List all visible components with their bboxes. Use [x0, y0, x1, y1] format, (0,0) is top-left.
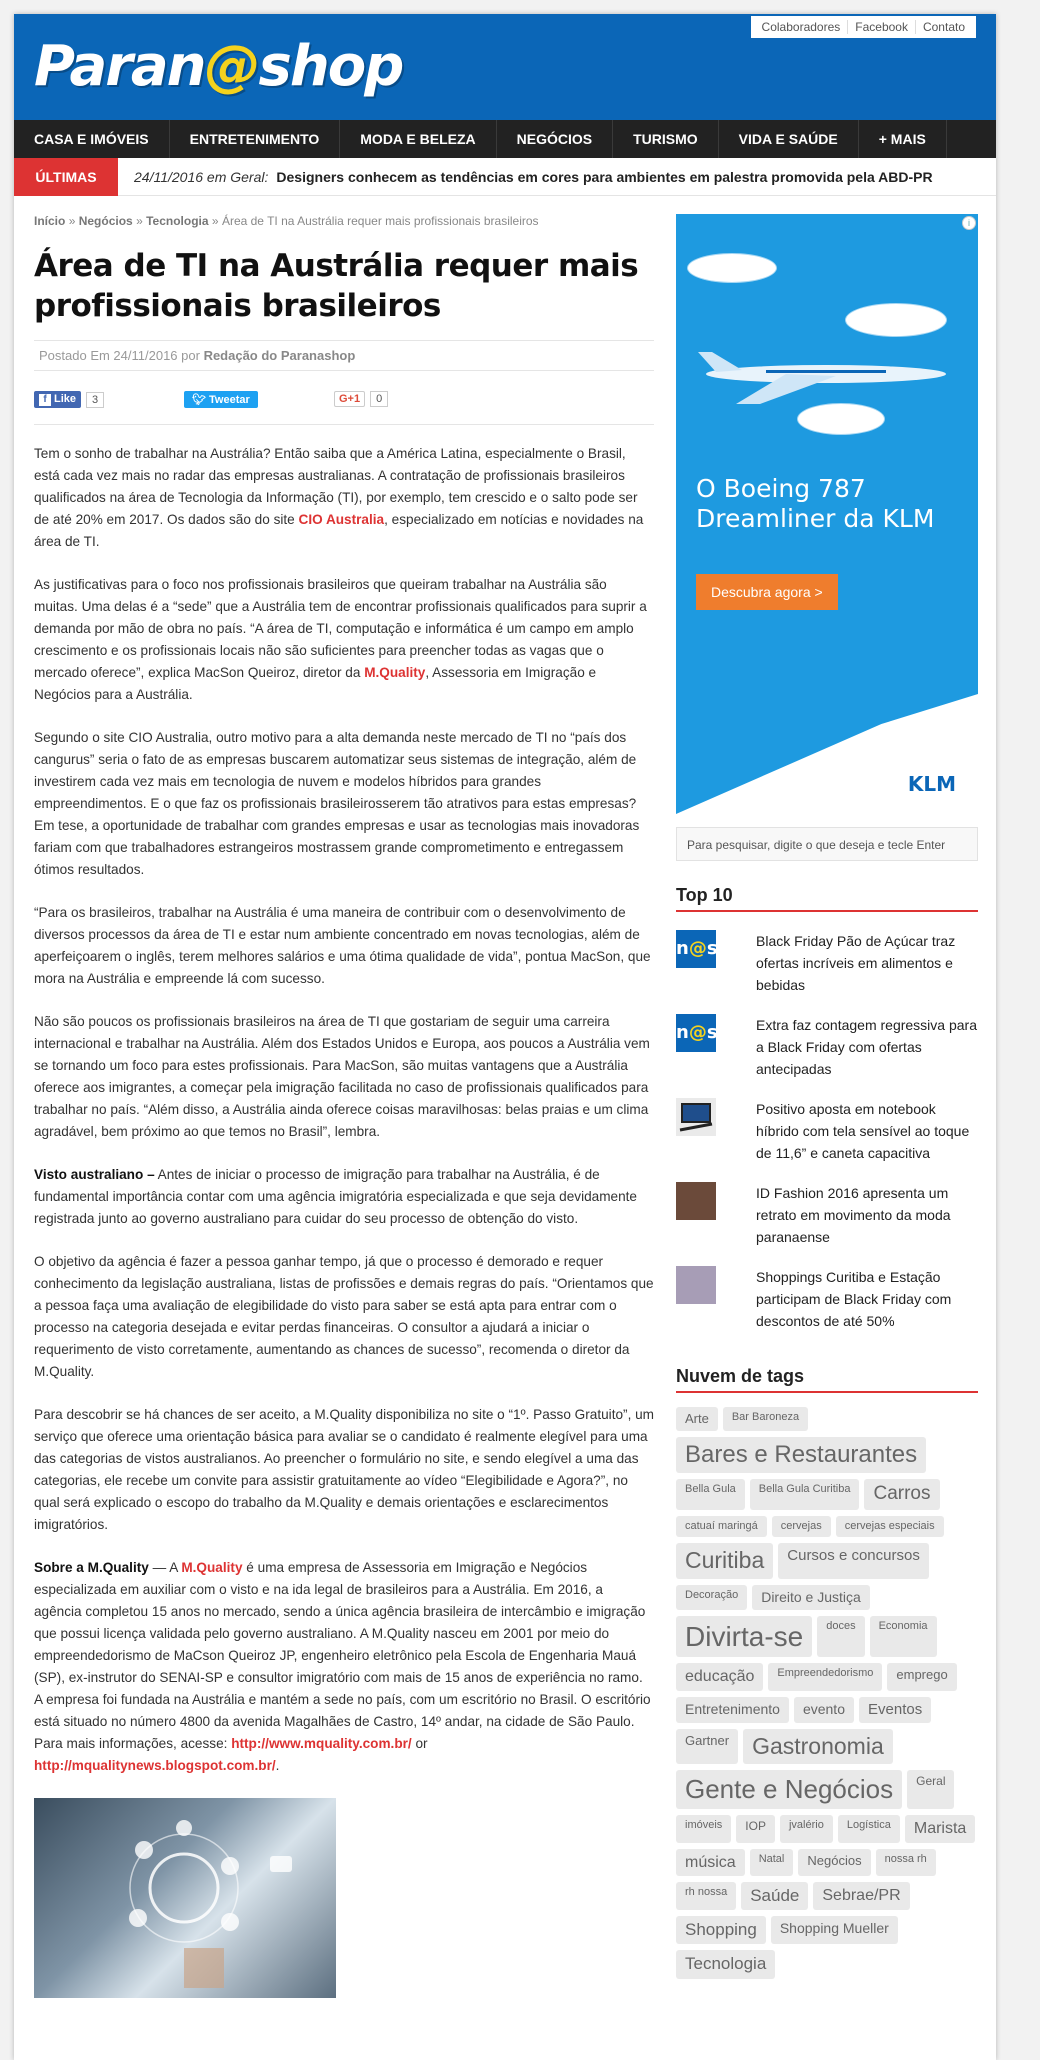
link-cio-australia[interactable]: CIO Australia — [298, 512, 385, 527]
main-nav — [14, 120, 996, 158]
text: Tem o sonho de trabalhar na Austrália? Então saiba que a América Latina, especialmente o Brasil, está cada vez mais no radar das empresas australianas. A contratação de profissionais brasileiros qualificados na área de Tecnologia da Informação (TI), por exemplo, tem crescido e o salto pode ser de até 20% em 2017. Os dados são do site — [34, 446, 638, 527]
nav-entretenimento[interactable]: ENTRETENIMENTO — [170, 120, 341, 158]
top10-item — [676, 930, 978, 996]
article-paragraph: “Para os brasileiros, trabalhar na Austrália é uma maneira de contribuir com o desenvolvimento de diversos processos da área de TI e estar num ambiente concentrado em novas tecnologias, além de aperfeiçoarem o inglês, terem melhores salários e uma ótima qualidade de vida”, pontua MacSon, que mora na Austrália e empreende lá com sucesso. — [34, 905, 651, 986]
share-bar — [34, 389, 654, 425]
top10-item — [676, 1182, 978, 1248]
tag-link[interactable]: Gente e Negócios — [676, 1770, 902, 1809]
breadcrumb-sep: » — [136, 214, 143, 228]
klm-logo: KLM — [907, 772, 956, 796]
site-header — [14, 14, 996, 120]
ad-info-icon[interactable]: i — [962, 216, 976, 230]
klm-advertisement[interactable] — [676, 214, 978, 814]
tag-link[interactable]: catuaí maringá — [676, 1516, 767, 1537]
logo-at: @ — [204, 34, 259, 99]
nav-casa-imoveis[interactable]: CASA E IMÓVEIS — [14, 120, 170, 158]
tag-link[interactable]: Marista — [905, 1815, 975, 1842]
breadcrumb-sep: » — [211, 214, 219, 228]
subheading-visto: Visto australiano – — [34, 1167, 155, 1182]
top10-heading: Top 10 — [676, 885, 978, 912]
top10-thumbnail[interactable] — [676, 1098, 716, 1136]
search-input[interactable]: Para pesquisar, digite o que deseja e tecle Enter — [676, 827, 978, 861]
news-ticker — [14, 158, 996, 196]
facebook-like-button[interactable] — [34, 391, 81, 408]
top10-link[interactable]: Black Friday Pão de Açúcar traz ofertas incríveis em alimentos e bebidas — [756, 933, 956, 993]
text: — A — [148, 1560, 182, 1575]
tag-link[interactable]: Bella Gula — [676, 1479, 745, 1510]
nav-vida-saude[interactable]: VIDA E SAÚDE — [719, 120, 859, 158]
link-mquality[interactable]: M.Quality — [364, 665, 426, 680]
top-links — [751, 16, 976, 38]
ad-headline-line2: Dreamliner da KLM — [696, 504, 935, 533]
google-plus-button[interactable]: G+1 — [334, 391, 365, 407]
ad-headline — [696, 474, 934, 534]
top10-thumbnail[interactable]: n@s — [676, 1014, 716, 1052]
facebook-like-count: 3 — [86, 392, 104, 408]
article-body — [34, 443, 654, 1998]
article-paragraph: O objetivo da agência é fazer a pessoa ganhar tempo, já que o processo é demorado e requer conhecimento da legislação australiana, listas de profissões e demais regras do país. “Orientamos que a pessoa faça uma avaliação de elegibilidade do visto para saber se está apta para entrar com o processo na categoria desejada e evitar perdas financeiras. O consultor a ajudará a iniciar o requerimento de visto corretamente, aumentando as chances de sucesso”, recomenda o diretor da M.Quality. — [34, 1254, 654, 1379]
twitter-share[interactable] — [184, 391, 258, 408]
top10-item — [676, 1266, 978, 1332]
article-paragraph — [34, 1557, 654, 1777]
ticker-headline[interactable]: Designers conhecem as tendências em cores para ambientes em palestra promovida pela ABD-PR — [276, 168, 933, 185]
tag-link[interactable]: Geral — [907, 1770, 954, 1809]
text: é uma empresa de Assessoria em Imigração e Negócios especializada em auxiliar com o visto e na ida legal de brasileiros para a Austrália. Em 2016, a agência completou 15 anos no mercado, sendo a única agência brasileira de intercâmbio e imigração que possui licença validada pelo governo australiano. A M.Quality nasceu em 2001 por meio do empreendedorismo de MaCson Queiroz JP, engenheiro eletrônico pela Escola de Engenharia Mauá (SP), ex-instrutor do SENAI-SP e consultor imigratório com mais de 15 anos de experiência no ramo. A empresa foi fundada na Austrália e mantém a sede no país, com um escritório no Brasil. O escritório está situado no número 4800 da avenida Magalhães de Castro, 14º andar, na cidade de São Paulo. Para mais informações, acesse: — [34, 1560, 651, 1751]
tag-link[interactable]: Empreendedorismo — [768, 1663, 882, 1690]
cloud-decoration — [846, 304, 946, 336]
top10-link[interactable]: Shoppings Curitiba e Estação participam de Black Friday com descontos de até 50% — [756, 1269, 952, 1329]
tag-link[interactable]: IOP — [736, 1815, 775, 1842]
text: or — [411, 1736, 428, 1751]
article-paragraph: Segundo o site CIO Australia, outro motivo para a alta demanda neste mercado de TI no “país dos cangurus” seria o fato de as empresas buscarem automatizar seus sistemas de integração, além de investirem cada vez mais em tecnologia de nuvem e modelos híbridos para grandes empreendimentos. E o que faz os profissionais brasileirosserem tão atrativos para estas empresas? Em tese, a oportunidade de trabalhar com grandes empresas e usar as tecnologias mais inovadoras fariam com que trabalhadores estrangeiros mostrassem grande comprometimento e entregassem ótimos resultados. — [34, 730, 640, 877]
tag-link[interactable]: Eventos — [859, 1697, 931, 1723]
tag-link[interactable]: Sebrae/PR — [813, 1882, 909, 1910]
text: , Assessoria em Imigração e Negócios para a Austrália. — [34, 665, 597, 702]
tag-link[interactable]: Decoração — [676, 1585, 747, 1610]
tag-link[interactable]: educação — [676, 1663, 763, 1690]
ticker-label: ÚLTIMAS — [14, 158, 118, 196]
breadcrumb-sep: » — [68, 214, 76, 228]
tags-heading: Nuvem de tags — [676, 1366, 978, 1393]
breadcrumb-home[interactable]: Início — [34, 214, 66, 228]
top10-item — [676, 1014, 978, 1080]
tag-link[interactable]: rh nossa — [676, 1882, 736, 1910]
top10-thumbnail[interactable] — [676, 1182, 716, 1220]
tag-link[interactable]: Bella Gula Curitiba — [750, 1479, 860, 1510]
page — [14, 14, 996, 2060]
ad-cta-button[interactable]: Descubra agora > — [696, 574, 838, 610]
site-logo[interactable] — [34, 34, 402, 99]
tag-link[interactable]: Natal — [750, 1849, 794, 1876]
breadcrumb-negocios[interactable]: Negócios — [78, 214, 133, 228]
article-paragraph: Para descobrir se há chances de ser aceito, a M.Quality disponibiliza no site o “1º. Passo Gratuito”, um serviço que oferece uma orientação básica para avaliar se o candidato é realmente elegível para uma das categorias de vistos australianos. Ao preencher o formulário no site, e sendo elegível a uma das categorias, ele recebe um convite para assistir gratuitamente ao vídeo “Elegibilidade e Agora?”, no qual será explicado o escopo do trabalho da M.Quality e demais orientações e esclarecimentos imigratórios. — [34, 1407, 655, 1532]
article-column — [34, 214, 654, 1998]
top-link-colaboradores[interactable]: Colaboradores — [755, 20, 849, 34]
tag-link[interactable]: emprego — [887, 1663, 956, 1690]
tag-link[interactable]: Cursos e concursos — [778, 1543, 929, 1579]
sidebar — [676, 214, 978, 1979]
google-plus-count: 0 — [370, 391, 388, 407]
facebook-like-label: Like — [54, 393, 77, 405]
tag-link[interactable]: imóveis — [676, 1815, 731, 1842]
link-mquality-site[interactable]: http://www.mquality.com.br/ — [231, 1736, 412, 1751]
article-image — [34, 1798, 336, 1998]
cloud-decoration — [688, 254, 776, 282]
meta-date: Postado Em 24/11/2016 por — [39, 348, 200, 363]
tag-link[interactable]: Shopping — [676, 1916, 766, 1944]
breadcrumb-current: Área de TI na Austrália requer mais profissionais brasileiros — [221, 214, 539, 228]
tag-link[interactable]: Tecnologia — [676, 1950, 775, 1978]
top-link-facebook[interactable]: Facebook — [848, 20, 916, 34]
twitter-icon: 🐦︎ — [192, 394, 210, 406]
tag-link[interactable]: Saúde — [741, 1882, 808, 1910]
tag-link[interactable]: Carros — [864, 1479, 939, 1510]
tag-link[interactable]: doces — [817, 1616, 864, 1658]
top10-list — [676, 930, 978, 1332]
top10-item — [676, 1098, 978, 1164]
text: . — [275, 1758, 280, 1773]
tag-link[interactable]: Direito e Justiça — [752, 1585, 870, 1610]
breadcrumb-tecnologia[interactable]: Tecnologia — [146, 214, 209, 228]
top10-thumbnail[interactable]: n@s — [676, 930, 716, 968]
tag-link[interactable]: evento — [794, 1697, 854, 1723]
tag-link[interactable]: Arte — [676, 1407, 718, 1431]
tweet-button[interactable] — [184, 391, 258, 408]
logo-text-right: shop — [258, 34, 403, 99]
facebook-like[interactable] — [34, 391, 104, 408]
ad-white-corner — [676, 694, 978, 814]
tag-cloud — [676, 1407, 978, 1979]
article-paragraph — [34, 443, 654, 553]
tag-link[interactable]: Negócios — [798, 1849, 870, 1876]
tag-link[interactable]: nossa rh — [876, 1849, 936, 1876]
tag-link[interactable]: Curitiba — [676, 1543, 773, 1579]
nav-negocios[interactable]: NEGÓCIOS — [497, 120, 613, 158]
laptop-icon — [676, 1098, 716, 1136]
tag-link[interactable]: Shopping Mueller — [771, 1916, 898, 1944]
top-link-contato[interactable]: Contato — [922, 20, 965, 34]
link-mquality-2[interactable]: M.Quality — [181, 1560, 243, 1575]
ad-headline-line1: O Boeing 787 — [696, 474, 866, 503]
subheading-sobre: Sobre a M.Quality — [34, 1560, 149, 1575]
tag-link[interactable]: Bar Baroneza — [723, 1407, 808, 1431]
article-paragraph — [34, 574, 654, 706]
text: As justificativas para o foco nos profissionais brasileiros que queiram trabalhar na Austrália são muitas. Uma delas é a “sede” que a Austrália tem de encontrar profissionais qualificados para suprir a demanda por mão de obra no país. “A área de TI, computação e informática é um campo em amplo crescimento e os profissionais locais não são suficientes para preencher todas as vagas que o mercado oferece”, explica MacSon Queiroz, diretor da — [34, 577, 647, 680]
article-title: Área de TI na Austrália requer mais profissionais brasileiros — [34, 248, 639, 324]
tag-link[interactable]: música — [676, 1849, 745, 1876]
tag-link[interactable]: Logística — [838, 1815, 900, 1842]
ticker-date: 24/11/2016 em Geral: — [134, 168, 269, 185]
airplane-icon — [676, 334, 978, 414]
google-plus-share[interactable] — [334, 391, 388, 407]
facebook-icon: f — [39, 394, 51, 406]
tech-hand-illustration — [34, 1798, 336, 1998]
tag-link[interactable]: Economia — [870, 1616, 937, 1658]
article-paragraph — [34, 1164, 654, 1230]
tag-link[interactable]: cervejas — [772, 1516, 831, 1537]
article-meta — [34, 340, 654, 371]
nav-turismo[interactable]: TURISMO — [613, 120, 719, 158]
link-mquality-blog[interactable]: http://mqualitynews.blogspot.com.br/ — [34, 1758, 276, 1773]
text: Antes de iniciar o processo de imigração para trabalhar na Austrália, é de fundamental importância contar com uma agência imigratória especializada e que seja devidamente registrada junto ao governo australiano para cuidar do seu processo de obtenção do visto. — [34, 1167, 637, 1226]
nav-mais[interactable]: + MAIS — [859, 120, 947, 158]
tweet-label: Tweetar — [209, 394, 250, 406]
tag-link[interactable]: cervejas especiais — [836, 1516, 944, 1537]
tag-link[interactable]: Entretenimento — [676, 1697, 789, 1723]
top10-link[interactable]: Positivo aposta em notebook híbrido com tela sensível ao toque de 11,6” e caneta capacitiva — [756, 1101, 970, 1161]
tag-link[interactable]: jvalério — [780, 1815, 833, 1842]
top10-link[interactable]: ID Fashion 2016 apresenta um retrato em movimento da moda paranaense — [756, 1185, 951, 1245]
breadcrumb — [34, 214, 654, 228]
logo-text-left: Paran — [34, 34, 205, 99]
tag-link[interactable]: Bares e Restaurantes — [676, 1437, 926, 1474]
article-paragraph: Não são poucos os profissionais brasileiros na área de TI que gostariam de seguir uma carreira internacional e trabalhar na Austrália. Além dos Estados Unidos e Europa, aos poucos a Austrália vem se tornando um foco para estes profissionais. Para MacSon, são muitas vantagens que a Austrália oferece aos imigrantes, a começar pela imigração facilitada no caso de profissionais qualificados para trabalhar no país. “Além disso, a Austrália ainda oferece coisas maravilhosas: belas praias e um clima agradável, bem próximo ao que temos no Brasil”, lembra. — [34, 1014, 650, 1139]
text: , especializado em notícias e novidades na área de TI. — [34, 512, 644, 549]
top10-thumbnail[interactable] — [676, 1266, 716, 1304]
tag-link[interactable]: Divirta-se — [676, 1616, 812, 1658]
top10-link[interactable]: Extra faz contagem regressiva para a Black Friday com ofertas antecipadas — [756, 1017, 977, 1077]
nav-moda-beleza[interactable]: MODA E BELEZA — [340, 120, 496, 158]
tag-link[interactable]: Gastronomia — [743, 1729, 893, 1765]
tag-link[interactable]: Gartner — [676, 1729, 738, 1765]
meta-author[interactable]: Redação do Paranashop — [203, 348, 356, 363]
